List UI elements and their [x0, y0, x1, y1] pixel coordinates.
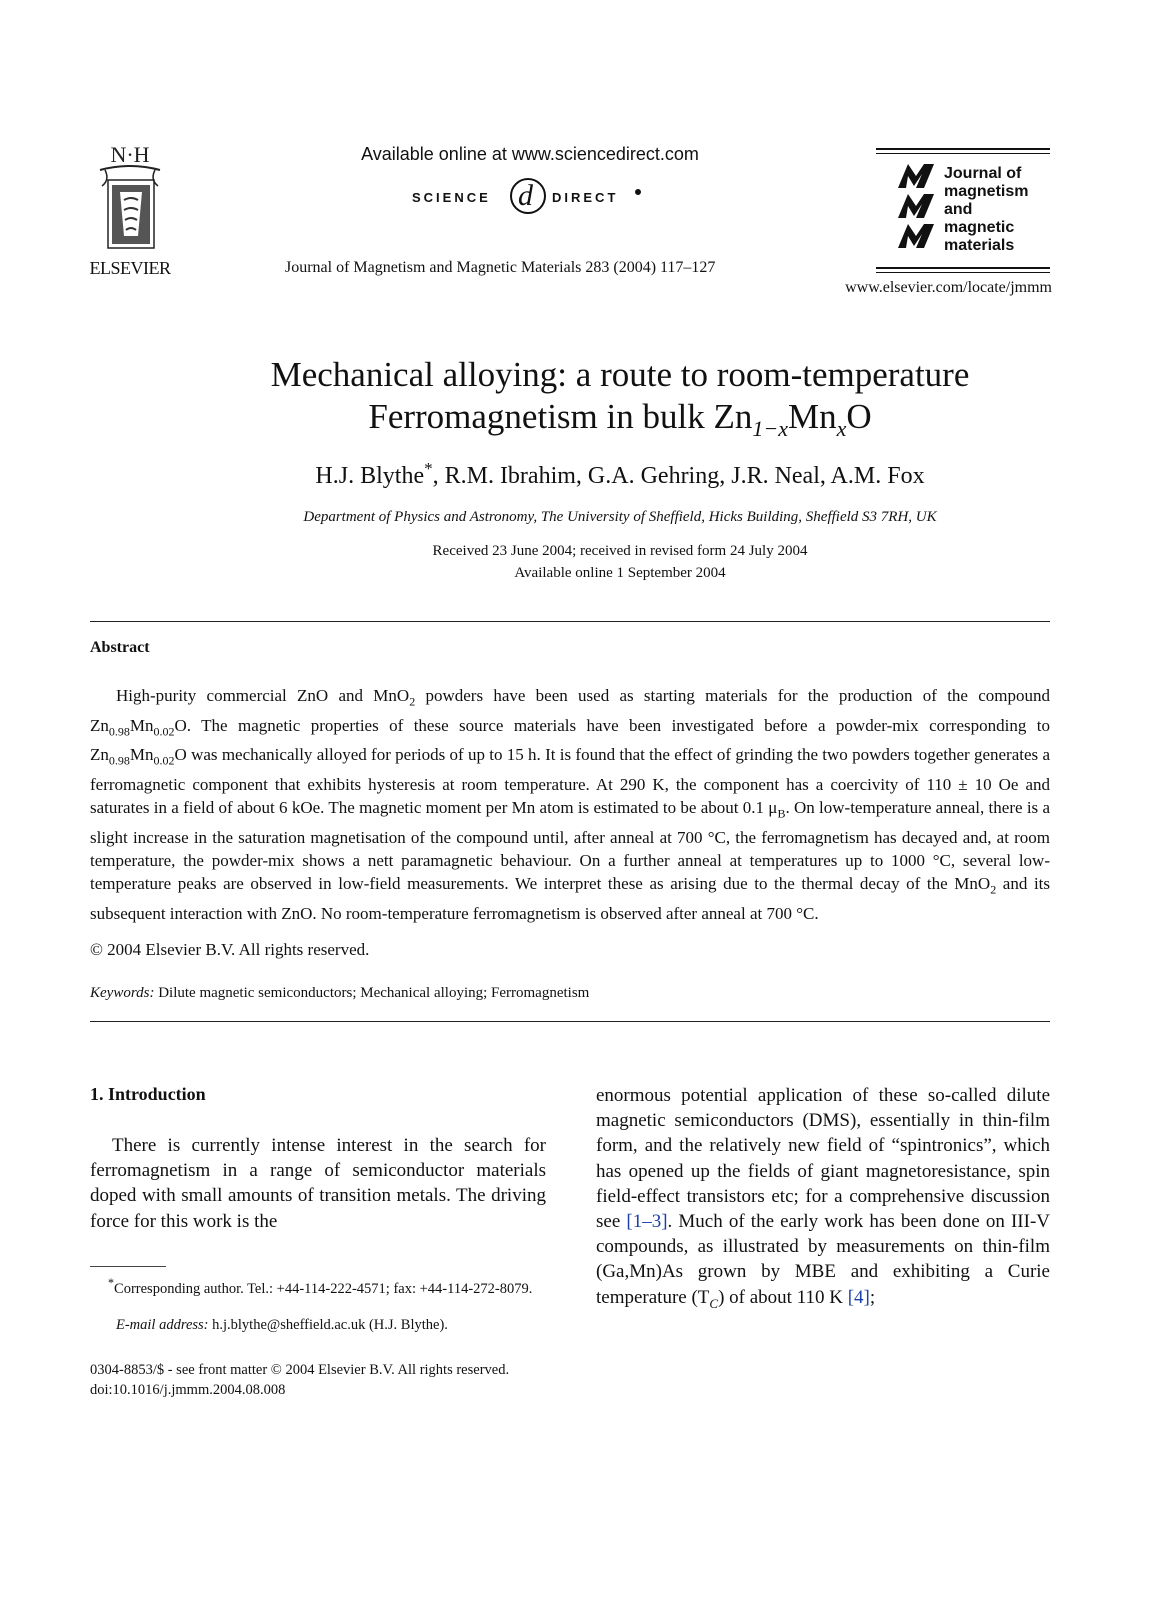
issn-line: 0304-8853/$ - see front matter © 2004 Elsevier B.V. All rights reserved. — [90, 1362, 510, 1378]
journal-citation: Journal of Magnetism and Magnetic Materials 283 (2004) 117–127 — [285, 259, 716, 276]
svg-text:magnetism: magnetism — [944, 183, 1029, 200]
reference-link-1-3[interactable]: [1–3] — [626, 1211, 668, 1233]
svg-text:SCIENCE: SCIENCE — [412, 190, 491, 205]
svg-text:magnetic: magnetic — [944, 219, 1015, 236]
abstract-heading: Abstract — [90, 639, 150, 656]
svg-text:N·H: N·H — [110, 142, 150, 167]
abstract-body: High-purity commercial ZnO and MnO$_2$ powders have been used as starting materials for the production of the compound $Zn_{0.98}Mn_{0.02}O$. The magnetic properties of these source materials have been investigated before a powder-mix corresponding to $Zn_{0.98}Mn_{0.02}O$ was mechanically alloyed for periods of up to 15 h. It is found that the effect of grinding the two powders together generates a ferromagnetic component that exhibits hysteresis at room temperature. At 290 K, the component has a coercivity of 110 ± 10 Oe and saturates in a field of about 6 kOe. The magnetic moment per Mn atom is estimated to be about 0.1 $\mu_B$. On low-temperature anneal, there is a slight increase in the saturation magnetisation of the compound until, after anneal at 700 °C, the ferromagnetism has decayed and, at room temperature, the powder-mix shows a nett paramagnetic behaviour. On a further anneal at temperatures up to 1000 °C, several low-temperature peaks are observed in low-field measurements. We interpret these as arising due to the thermal decay of the MnO$_2$ and its subsequent interaction with ZnO. No room-temperature ferromagnetism is observed after anneal at 700 °C. — [90, 686, 1051, 923]
svg-text:DIRECT: DIRECT — [552, 190, 619, 205]
journal-logo — [876, 146, 1050, 276]
svg-text:and: and — [944, 201, 973, 218]
article-title-line2: Ferromagnetism in bulk $Zn_{1-x}Mn_xO$ — [368, 397, 872, 441]
reference-link-4[interactable]: [4] — [847, 1286, 870, 1308]
abstract-copyright: © 2004 Elsevier B.V. All rights reserved. — [90, 940, 370, 959]
corresponding-author-mark: * — [424, 459, 433, 478]
available-online-text: Available online at www.sciencedirect.com — [361, 144, 699, 164]
footnote-divider — [90, 1266, 166, 1267]
footnote-corresponding: *Corresponding author. Tel.: +44-114-222-4571; fax: +44-114-272-8079. — [108, 1276, 533, 1297]
article-title-line1: Mechanical alloying: a route to room-temperature — [270, 355, 970, 394]
science-direct-logo — [410, 172, 650, 220]
author-list: H.J. Blythe*, R.M. Ibrahim, G.A. Gehring, J.R. Neal, A.M. Fox — [315, 459, 925, 489]
journal-url-link[interactable]: www.elsevier.com/locate/jmmm — [845, 279, 1052, 296]
publisher-name: ELSEVIER — [89, 258, 171, 278]
section-heading-introduction: 1. Introduction — [90, 1084, 206, 1104]
intro-left-column: There is currently intense interest in the search for ferromagnetism in a range of semiconductor materials doped with small amounts of transition metals. The driving force for this work is the — [90, 1135, 546, 1232]
svg-text:Journal of: Journal of — [944, 165, 1022, 182]
svg-text:materials: materials — [944, 237, 1015, 254]
available-date: Available online 1 September 2004 — [514, 565, 726, 581]
footnote-email: E-mail address: h.j.blythe@sheffield.ac.uk (H.J. Blythe). — [116, 1317, 448, 1333]
doi-line: doi:10.1016/j.jmmm.2004.08.008 — [90, 1382, 286, 1398]
svg-text:d: d — [518, 179, 533, 212]
divider-bottom — [90, 1021, 1050, 1022]
received-dates: Received 23 June 2004; received in revised form 24 July 2004 — [432, 543, 808, 559]
keywords: Keywords: Dilute magnetic semiconductors; Mechanical alloying; Ferromagnetism — [90, 985, 590, 1001]
affiliation: Department of Physics and Astronomy, The University of Sheffield, Hicks Building, Sheffield S3 7RH, UK — [303, 509, 937, 525]
intro-right-column: enormous potential application of these so-called dilute magnetic semiconductors (DMS), essentially in thin-film form, and the relatively new field of “spintronics”, which has opened up the fields of giant magnetoresistance, spin field-effect transistors etc; for a comprehensive discussion see [1–3]. Much of the early work has been done on III-V compounds, as illustrated by measurements on thin-film (Ga,Mn)As grown by MBE and exhibiting a Curie temperature $(T_C)$ of about 110 K [4]; — [596, 1085, 1051, 1311]
divider-top — [90, 621, 1050, 622]
